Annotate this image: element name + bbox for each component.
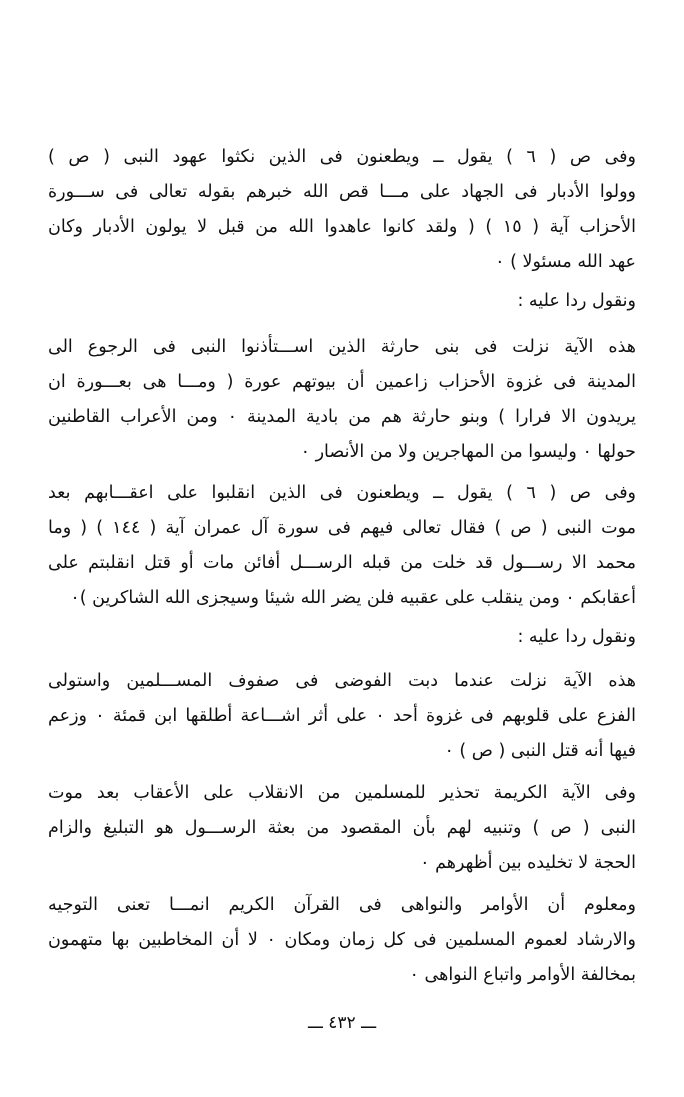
paragraph-4 bbox=[48, 664, 636, 769]
text-line: الأحزاب آية ( ١٥ ) ( ولقد كانوا عاهدوا الله من قبل لا يولون الأدبار وكان bbox=[48, 217, 636, 237]
text-line: هذه الآية نزلت فى بنى حارثة الذين اســـتأذنوا النبى فى الرجوع الى bbox=[48, 337, 636, 357]
text-line: وفى الآية الكريمة تحذير للمسلمين من الانقلاب على الأعقاب بعد موت bbox=[48, 783, 636, 803]
document-page bbox=[48, 0, 636, 1097]
text-line: الحجة لا تخليده بين أظهرهم ٠ bbox=[420, 853, 636, 873]
text-line: ومعلوم أن الأوامر والنواهى فى القرآن الكريم انمـــا تعنى التوجيه bbox=[48, 895, 636, 915]
text-line: يريدون الا فرارا ) وبنو حارثة هم من بادية المدينة ٠ ومن الأعراب القاطنين bbox=[48, 407, 636, 427]
text-line: وولوا الأدبار فى الجهاد على مـــا قص الله خبرهم بقوله تعالى فى ســـورة bbox=[48, 182, 636, 202]
text-line: حولها ٠ وليسوا من المهاجرين ولا من الأنصار ٠ bbox=[300, 442, 636, 462]
text-line: الفزع على قلوبهم فى غزوة أحد ٠ على أثر اشـــاعة أطلقها ابن قمئة ٠ وزعم bbox=[48, 706, 636, 726]
paragraph-1 bbox=[48, 140, 636, 280]
text-line: النبى ( ص ) وتنبيه لهم بأن المقصود من بعثة الرســـول هو التبليغ والزام bbox=[48, 818, 636, 838]
text-line: أعقابكم ٠ ومن ينقلب على عقبيه فلن يضر الله شيئا وسيجزى الله الشاكرين )٠ bbox=[70, 588, 636, 608]
page-number: ـــ ٤٣٢ ـــ bbox=[307, 1013, 377, 1033]
section-heading: ونقول ردا عليه : bbox=[517, 627, 636, 647]
paragraph-3 bbox=[48, 476, 636, 616]
paragraph-2 bbox=[48, 330, 636, 470]
paragraph-6 bbox=[48, 888, 636, 993]
text-line: عهد الله مسئولا ) ٠ bbox=[495, 252, 636, 272]
text-line: المدينة فى غزوة الأحزاب زاعمين أن بيوتهم عورة ( ومـــا هى بعـــورة ان bbox=[48, 372, 636, 392]
text-line: وفى ص ( ٦ ) يقول ــ ويطعنون فى الذين نكثوا عهود النبى ( ص ) bbox=[48, 147, 636, 167]
text-line: فيها أنه قتل النبى ( ص ) ٠ bbox=[444, 741, 636, 761]
text-line: بمخالفة الأوامر واتباع النواهى ٠ bbox=[409, 965, 636, 985]
text-line: هذه الآية نزلت عندما دبت الفوضى فى صفوف المســـلمين واستولى bbox=[48, 671, 636, 691]
paragraph-5 bbox=[48, 776, 636, 881]
text-line: موت النبى ( ص ) فقال تعالى فيهم فى سورة آل عمران آية ( ١٤٤ ) ( وما bbox=[48, 518, 636, 538]
text-line: محمد الا رســـول قد خلت من قبله الرســـل أفائن مات أو قتل انقلبتم على bbox=[48, 553, 636, 573]
text-line: وفى ص ( ٦ ) يقول ــ ويطعنون فى الذين انقلبوا على اعقـــابهم بعد bbox=[48, 483, 636, 503]
section-heading: ونقول ردا عليه : bbox=[517, 291, 636, 311]
text-line: والارشاد لعموم المسلمين فى كل زمان ومكان ٠ لا أن المخاطبين بها متهمون bbox=[48, 930, 636, 950]
